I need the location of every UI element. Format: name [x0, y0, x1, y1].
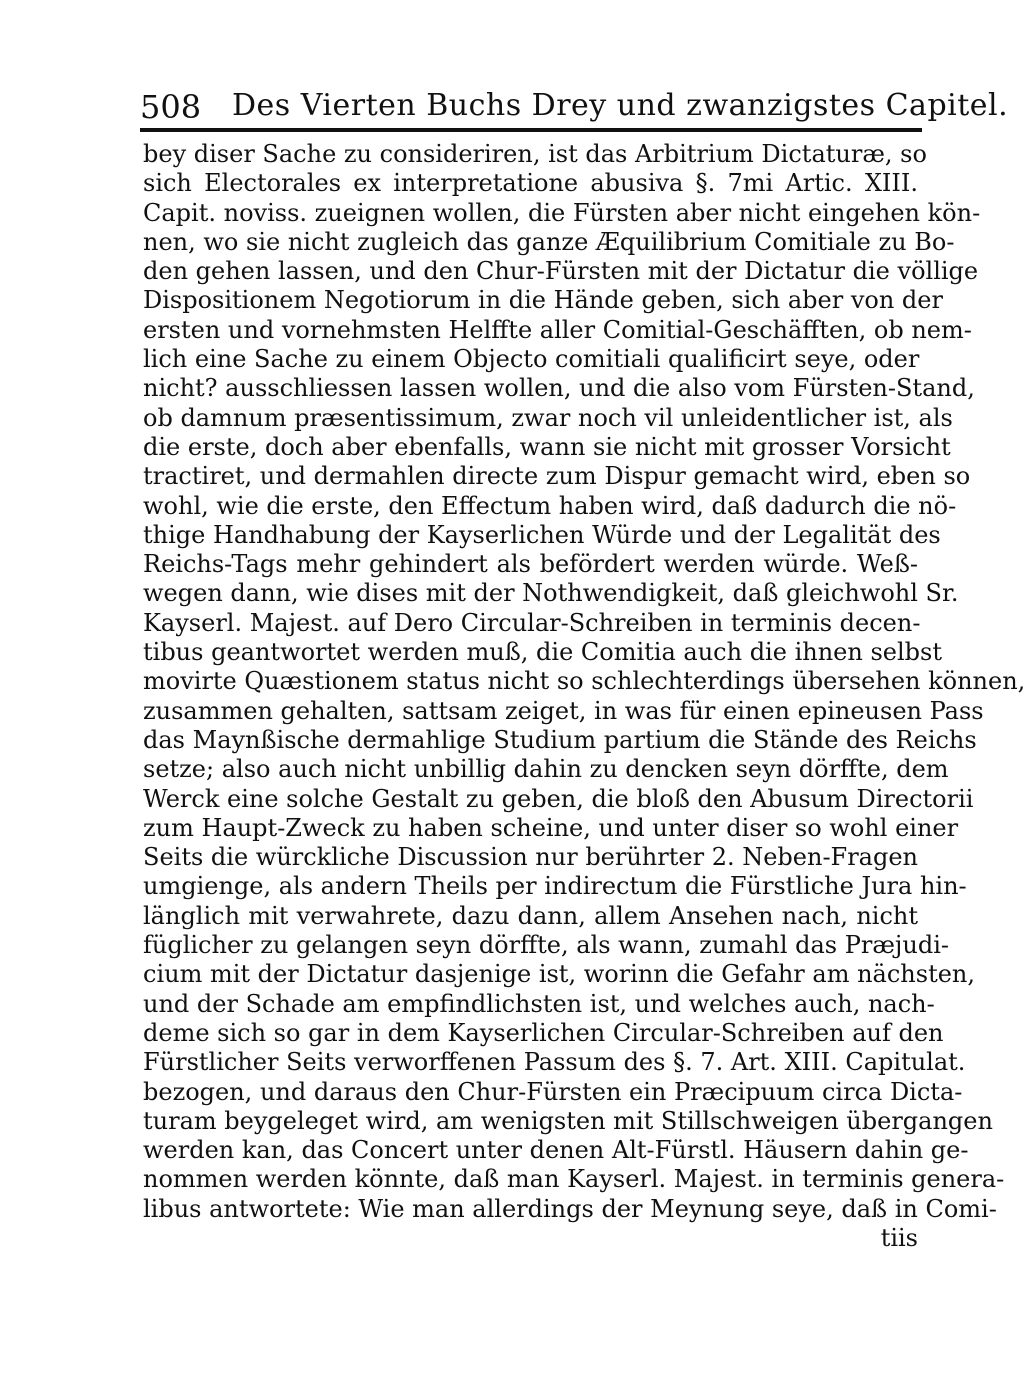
text-line: Werck eine solche Gestalt zu geben, die bloß den Abusum Directorii — [143, 784, 974, 813]
text-line: tractiret, und dermahlen directe zum Dispur gemacht wird, eben so — [143, 462, 971, 491]
text-line: Fürstlicher Seits verworffenen Passum des §. 7. Art. XIII. Capitulat. — [143, 1048, 966, 1077]
text-line: turam beygeleget wird, am wenigsten mit Stillschweigen übergangen — [143, 1106, 993, 1135]
text-line: zusammen gehalten, sattsam zeiget, in was für einen epineusen Pass — [143, 696, 984, 725]
text-line: Reichs-Tags mehr gehindert als befördert werden würde. Weß- — [143, 550, 918, 579]
text-line: bey diser Sache zu consideriren, ist das Arbitrium Dictaturæ, so — [143, 140, 927, 168]
text-line: umgienge, als andern Theils per indirectum die Fürstliche Jura hin- — [143, 872, 967, 901]
text-line: deme sich so gar in dem Kayserlichen Circular-Schreiben auf den — [143, 1018, 944, 1047]
text-line: ersten und vornehmsten Helffte aller Comitial-Geschäfften, ob nem- — [143, 315, 972, 344]
running-header — [140, 82, 1009, 126]
text-line: den gehen lassen, und den Chur-Fürsten mit der Dictatur die völlige — [143, 257, 979, 286]
text-line: sich Electorales ex interpretatione abusiva §. 7mi Artic. XIII. — [143, 169, 918, 198]
text-line: thige Handhabung der Kayserlichen Würde und der Legalität des — [143, 520, 941, 549]
text-line: werden kan, das Concert unter denen Alt-Fürstl. Häusern dahin ge- — [143, 1136, 969, 1165]
text-line: das Maynßische dermahlige Studium partium die Stände des Reichs — [143, 725, 977, 754]
text-line: setze; also auch nicht unbillig dahin zu dencken seyn dörffte, dem — [143, 755, 949, 784]
text-line: ob damnum præsentissimum, zwar noch vil unleidentlicher ist, als — [143, 403, 953, 432]
text-line: tiis — [880, 1223, 918, 1252]
text-line: lich eine Sache zu einem Objecto comitiali qualificirt seye, oder — [143, 345, 920, 374]
text-line: movirte Quæstionem status nicht so schlechterdings übersehen können, — [143, 667, 1025, 696]
text-line: Capit. noviss. zueignen wollen, die Fürsten aber nicht eingehen kön- — [143, 198, 981, 227]
text-line: cium mit der Dictatur dasjenige ist, worinn die Gefahr am nächsten, — [143, 960, 975, 989]
text-line: nommen werden könnte, daß man Kayserl. Majest. in terminis genera- — [143, 1165, 1005, 1194]
text-line: die erste, doch aber ebenfalls, wann sie nicht mit grosser Vorsicht — [143, 432, 951, 461]
text-line: füglicher zu gelangen seyn dörffte, als wann, zumahl das Præjudi- — [143, 931, 949, 960]
text-line: libus antwortete: Wie man allerdings der Meynung seye, daß in Comi- — [143, 1194, 997, 1223]
text-line: wohl, wie die erste, den Effectum haben wird, daß dadurch die nö- — [143, 491, 957, 520]
text-line: Kayserl. Majest. auf Dero Circular-Schreiben in terminis decen- — [143, 608, 921, 637]
running-title: Des Vierten Buchs Drey und zwanzigstes Capitel. — [232, 88, 1009, 123]
text-line: und der Schade am empfindlichsten ist, und welches auch, nach- — [143, 989, 935, 1018]
text-line: nicht? ausschliessen lassen wollen, und die also vom Fürsten-Stand, — [143, 374, 975, 403]
body-text — [143, 140, 1025, 1253]
text-line: Dispositionem Negotiorum in die Hände geben, sich aber von der — [143, 286, 943, 315]
text-line: zum Haupt-Zweck zu haben scheine, und unter diser so wohl einer — [143, 813, 959, 842]
text-line: länglich mit verwahrete, dazu dann, allem Ansehen nach, nicht — [143, 901, 918, 930]
text-line: bezogen, und daraus den Chur-Fürsten ein Præcipuum circa Dicta- — [143, 1077, 963, 1106]
header-rule — [140, 128, 922, 132]
page-number: 508 — [140, 88, 202, 126]
text-line: nen, wo sie nicht zugleich das ganze Æquilibrium Comitiale zu Bo- — [143, 227, 955, 256]
text-line: wegen dann, wie dises mit der Nothwendigkeit, daß gleichwohl Sr. — [143, 579, 959, 608]
text-line: tibus geantwortet werden muß, die Comitia auch die ihnen selbst — [143, 638, 942, 667]
text-line: Seits die würckliche Discussion nur berührter 2. Neben-Fragen — [143, 843, 919, 872]
